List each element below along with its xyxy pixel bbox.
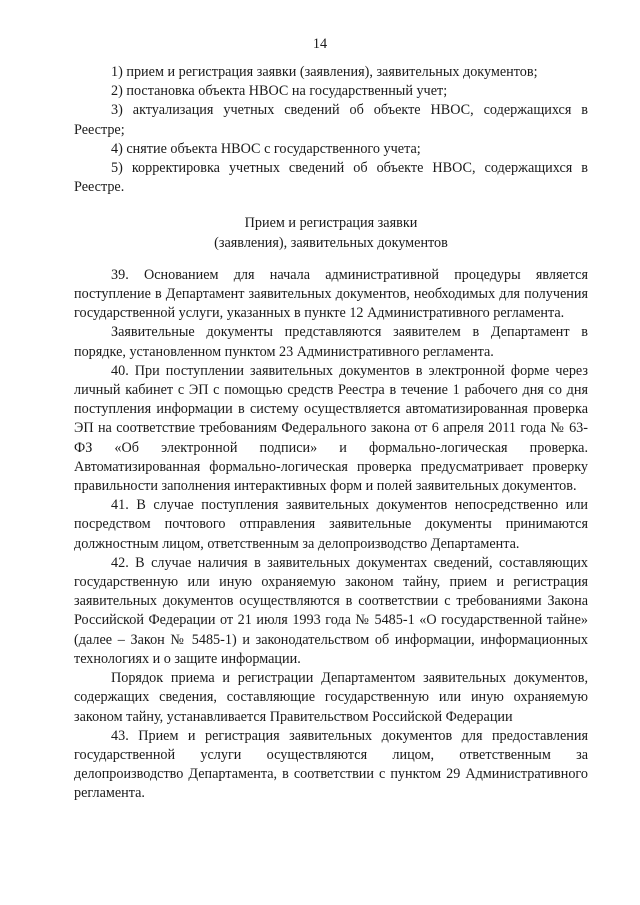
- paragraph-39: 39. Основанием для начала административной процедуры является поступление в Департамент заявительных документов, необходимых для получения государственной услуги, указанных в пункте 12 Административного регламента.: [74, 266, 588, 322]
- list-item: 4) снятие объекта НВОС с государственного учета;: [111, 140, 421, 157]
- paragraph-41: 41. В случае поступления заявительных документов непосредственно или посредством почтового отправления заявительные документы принимаются должностным лицом, ответственным за делопроизводство Департамента.: [74, 497, 588, 552]
- section-heading-line-1: Прием и регистрация заявки: [244, 215, 418, 232]
- paragraph-39-continued: Заявительные документы представляются заявителем в Департамент в порядке, установленном пунктом 23 Административного регламента.: [74, 324, 588, 360]
- paragraph-40: 40. При поступлении заявительных документов в электронной форме через личный кабинет с ЭП с помощью средств Реестра в течение 1 рабочего дня со дня поступления информации в систему осуществляется автоматизированная проверка ЭП на соответствие требованиям Федерального закона от 6 апреля 2011 года № 63-ФЗ «Об электронной подписи» и формально-логическая проверка. Автоматизированная формально-логическая проверка предусматривает проверку правильности заполнения интерактивных форм и полей заявительных документов.: [74, 362, 588, 495]
- section-heading-line-2: (заявления), заявительных документов: [214, 234, 448, 251]
- list-item: 5) корректировка учетных сведений об объекте НВОС, содержащихся в Реестре.: [74, 160, 588, 196]
- list-item: 1) прием и регистрация заявки (заявления), заявительных документов;: [111, 64, 538, 80]
- document-body: [74, 63, 588, 804]
- list-item: 2) постановка объекта НВОС на государственный учет;: [111, 83, 448, 100]
- page-number: 14: [312, 36, 328, 52]
- paragraph-43: 43. Прием и регистрация заявительных документов для предоставления государственной услуги осуществляются лицом, ответственным за делопроизводство Департамента, в соответствии с пунктом 29 Административного регламента.: [74, 727, 588, 802]
- paragraph-42: 42. В случае наличия в заявительных документах сведений, составляющих государственную или иную охраняемую законом тайну, прием и регистрация заявительных документов осуществляются в соответствии с требованиями Закона Российской Федерации от 21 июля 1993 года № 5485-1 «О государственной тайне» (далее – Закон № 5485-1) и законодательством об информации, информационных технологиях и о защите информации.: [74, 554, 588, 667]
- paragraph-42-continued: Порядок приема и регистрации Департаментом заявительных документов, содержащих сведения, составляющие государственную или иную охраняемую законом тайну, устанавливается Правительством Российской Федерации: [74, 670, 588, 725]
- list-item: 3) актуализация учетных сведений об объекте НВОС, содержащихся в Реестре;: [74, 102, 588, 138]
